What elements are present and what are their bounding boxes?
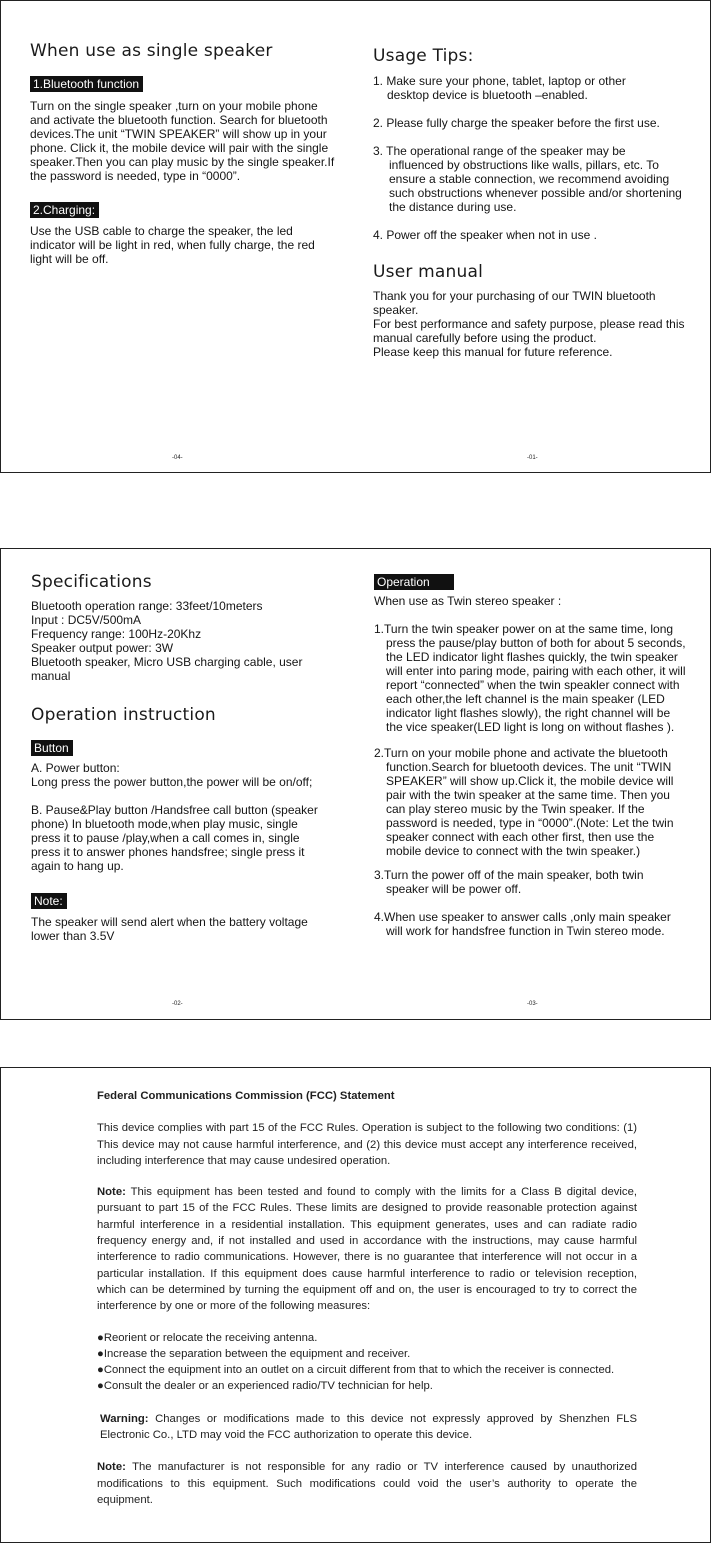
twin-step-1: 1.Turn the twin speaker power on at the same time, long press the pause/play button of both for about 5 seconds, the LED indicator light flashes quickly, the twin speaker will enter into paring mode, pairing with each other, it will report “connected” when the twin speakler connect with each other,the left channel is the main speaker (LED indicator light flashes slowly), the right channel will be the vice speaker(LED light is long on without flashes ). xyxy=(374,622,686,734)
manual-page-panel-2 xyxy=(0,548,711,1020)
operation-instruction-title: Operation instruction xyxy=(31,705,216,725)
tip-1 xyxy=(373,74,693,102)
user-manual-text: Thank you for your purchasing of our TWIN bluetooth speaker. For best performance and safety purpose, please read this manual carefully before using the product. Please keep this manual for future reference. xyxy=(373,289,685,359)
charging-text: Use the USB cable to charge the speaker, the led indicator will be light in red, when fully charge, the red light will be off. xyxy=(30,224,315,266)
left-column xyxy=(31,572,341,943)
fcc-paragraph-1: This device complies with part 15 of the FCC Rules. Operation is subject to the following two conditions: (1) This device may not cause harmful interference, and (2) this device must accept any interference received, including interference that may cause undesired operation. xyxy=(97,1122,637,1167)
fcc-statement-panel xyxy=(0,1067,711,1543)
tip-2: 2. Please fully charge the speaker before the first use. xyxy=(373,116,660,130)
twin-step-2: 2.Turn on your mobile phone and activate the bluetooth function.Search for bluetooth devices. The unit “TWIN SPEAKER” will show up.Click it, the mobile device will pair with the twin speaker at the same time. Then you can play stereo music by the Twin speaker. If the password is needed, type in “0000”.(Note: Let the twin speaker connect with each other first, then use the mobile device to connect with the twin speaker.) xyxy=(374,746,674,858)
page-number-01: -01- xyxy=(527,455,538,461)
tip-1-line: 1. Make sure your phone, tablet, laptop or other xyxy=(373,74,626,88)
specifications-title: Specifications xyxy=(31,572,152,592)
spec-item: Bluetooth operation range: 33feet/10meters xyxy=(31,599,263,613)
page-number-02: -02- xyxy=(172,1001,183,1007)
right-column xyxy=(374,573,689,938)
fcc-warning xyxy=(97,1411,637,1444)
tip-3-cont: influenced by obstructions like walls, pillars, etc. To ensure a stable connection, we recommend avoiding such obstructions whenever possible and/or shortening the distance during use. xyxy=(389,158,682,214)
button-tag: Button xyxy=(31,740,73,756)
fcc-note-1 xyxy=(97,1184,637,1314)
warning-label: Warning: xyxy=(100,1412,149,1425)
specifications-list xyxy=(31,599,321,683)
manual-page-panel-1 xyxy=(0,0,711,473)
operation-tag: Operation xyxy=(374,574,454,590)
fcc-note-2 xyxy=(97,1459,637,1508)
bluetooth-function-tag: 1.Bluetooth function xyxy=(30,76,143,92)
pause-play-text: B. Pause&Play button /Handsfree call button (speaker phone) In bluetooth mode,when play music, single press it to pause /play,when a call comes in, single press it to answer phones handsfree; single press it again to hang up. xyxy=(31,803,318,873)
tip-1-cont: desktop device is bluetooth –enabled. xyxy=(387,88,588,102)
tip-4: 4. Power off the speaker when not in use . xyxy=(373,228,597,242)
fcc-content xyxy=(97,1088,637,1508)
measure-item: ●Consult the dealer or an experienced radio/TV technician for help. xyxy=(97,1380,433,1393)
measures-list xyxy=(97,1330,637,1395)
charging-tag: 2.Charging: xyxy=(30,202,99,218)
note-2-text: The manufacturer is not responsible for any radio or TV interference caused by unauthorized modifications to this equipment. Such modifications could void the user’s authority to operate the equipment. xyxy=(97,1461,637,1506)
note-1-text: This equipment has been tested and found to comply with the limits for a Class B digital device, pursuant to part 15 of the FCC Rules. These limits are designed to provide reasonable protection against harmful interference in a residential installation. This equipment generates, uses and can radiate radio frequency energy and, if not installed and used in accordance with the instructions, may cause harmful interference to radio communications. However, there is no guarantee that interference will not occur in a particular installation. If this equipment does cause harmful interference to radio or television reception, which can be determined by turning the equipment off and on, the user is encouraged to try to correct the interference by one or more of the following measures: xyxy=(97,1186,637,1313)
warning-text: Changes or modifications made to this device not expressly approved by Shenzhen FLS Electronic Co., LTD may void the FCC authorization to operate this device. xyxy=(100,1412,637,1442)
tip-3 xyxy=(373,144,693,214)
note-label: Note: xyxy=(97,1186,126,1199)
power-button-text: A. Power button: Long press the power button,the power will be on/off; xyxy=(31,761,313,789)
bluetooth-function-text: Turn on the single speaker ,turn on your mobile phone and activate the bluetooth function. Search for bluetooth devices.The unit “TWIN SPEAKER” will show up in your phone. Click it, the mobile device will pair with the single speaker.Then you can play music by the single speaker.If the password is needed, type in “0000”. xyxy=(30,99,335,183)
measure-item: ●Reorient or relocate the receiving antenna. xyxy=(97,1331,318,1344)
twin-step-4: 4.When use speaker to answer calls ,only main speaker will work for handsfree function in Twin stereo mode. xyxy=(374,910,671,938)
note-tag: Note: xyxy=(31,893,67,909)
spec-item: Frequency range: 100Hz-20Khz xyxy=(31,627,202,641)
user-manual-title: User manual xyxy=(373,262,484,282)
measure-item: ●Increase the separation between the equipment and receiver. xyxy=(97,1347,411,1360)
measure-item: ●Connect the equipment into an outlet on a circuit different from that to which the receiver is connected. xyxy=(97,1364,615,1377)
page-number-04: -04- xyxy=(172,455,183,461)
fcc-title: Federal Communications Commission (FCC) Statement xyxy=(97,1090,395,1102)
single-speaker-title: When use as single speaker xyxy=(30,41,273,61)
spec-item: Bluetooth speaker, Micro USB charging cable, user manual xyxy=(31,655,303,683)
note-text: The speaker will send alert when the battery voltage lower than 3.5V xyxy=(31,915,308,943)
twin-step-3: 3.Turn the power off of the main speaker, both twin speaker will be power off. xyxy=(374,868,644,896)
spec-item: Input : DC5V/500mA xyxy=(31,613,142,627)
left-column xyxy=(30,41,338,266)
usage-tips-title: Usage Tips: xyxy=(373,46,474,66)
spec-item: Speaker output power: 3W xyxy=(31,641,174,655)
tip-3-line: 3. The operational range of the speaker may be xyxy=(373,144,626,158)
twin-intro: When use as Twin stereo speaker : xyxy=(374,594,562,608)
right-column xyxy=(373,46,693,359)
note-2-label: Note: xyxy=(97,1461,126,1474)
page-number-03: -03- xyxy=(527,1001,538,1007)
